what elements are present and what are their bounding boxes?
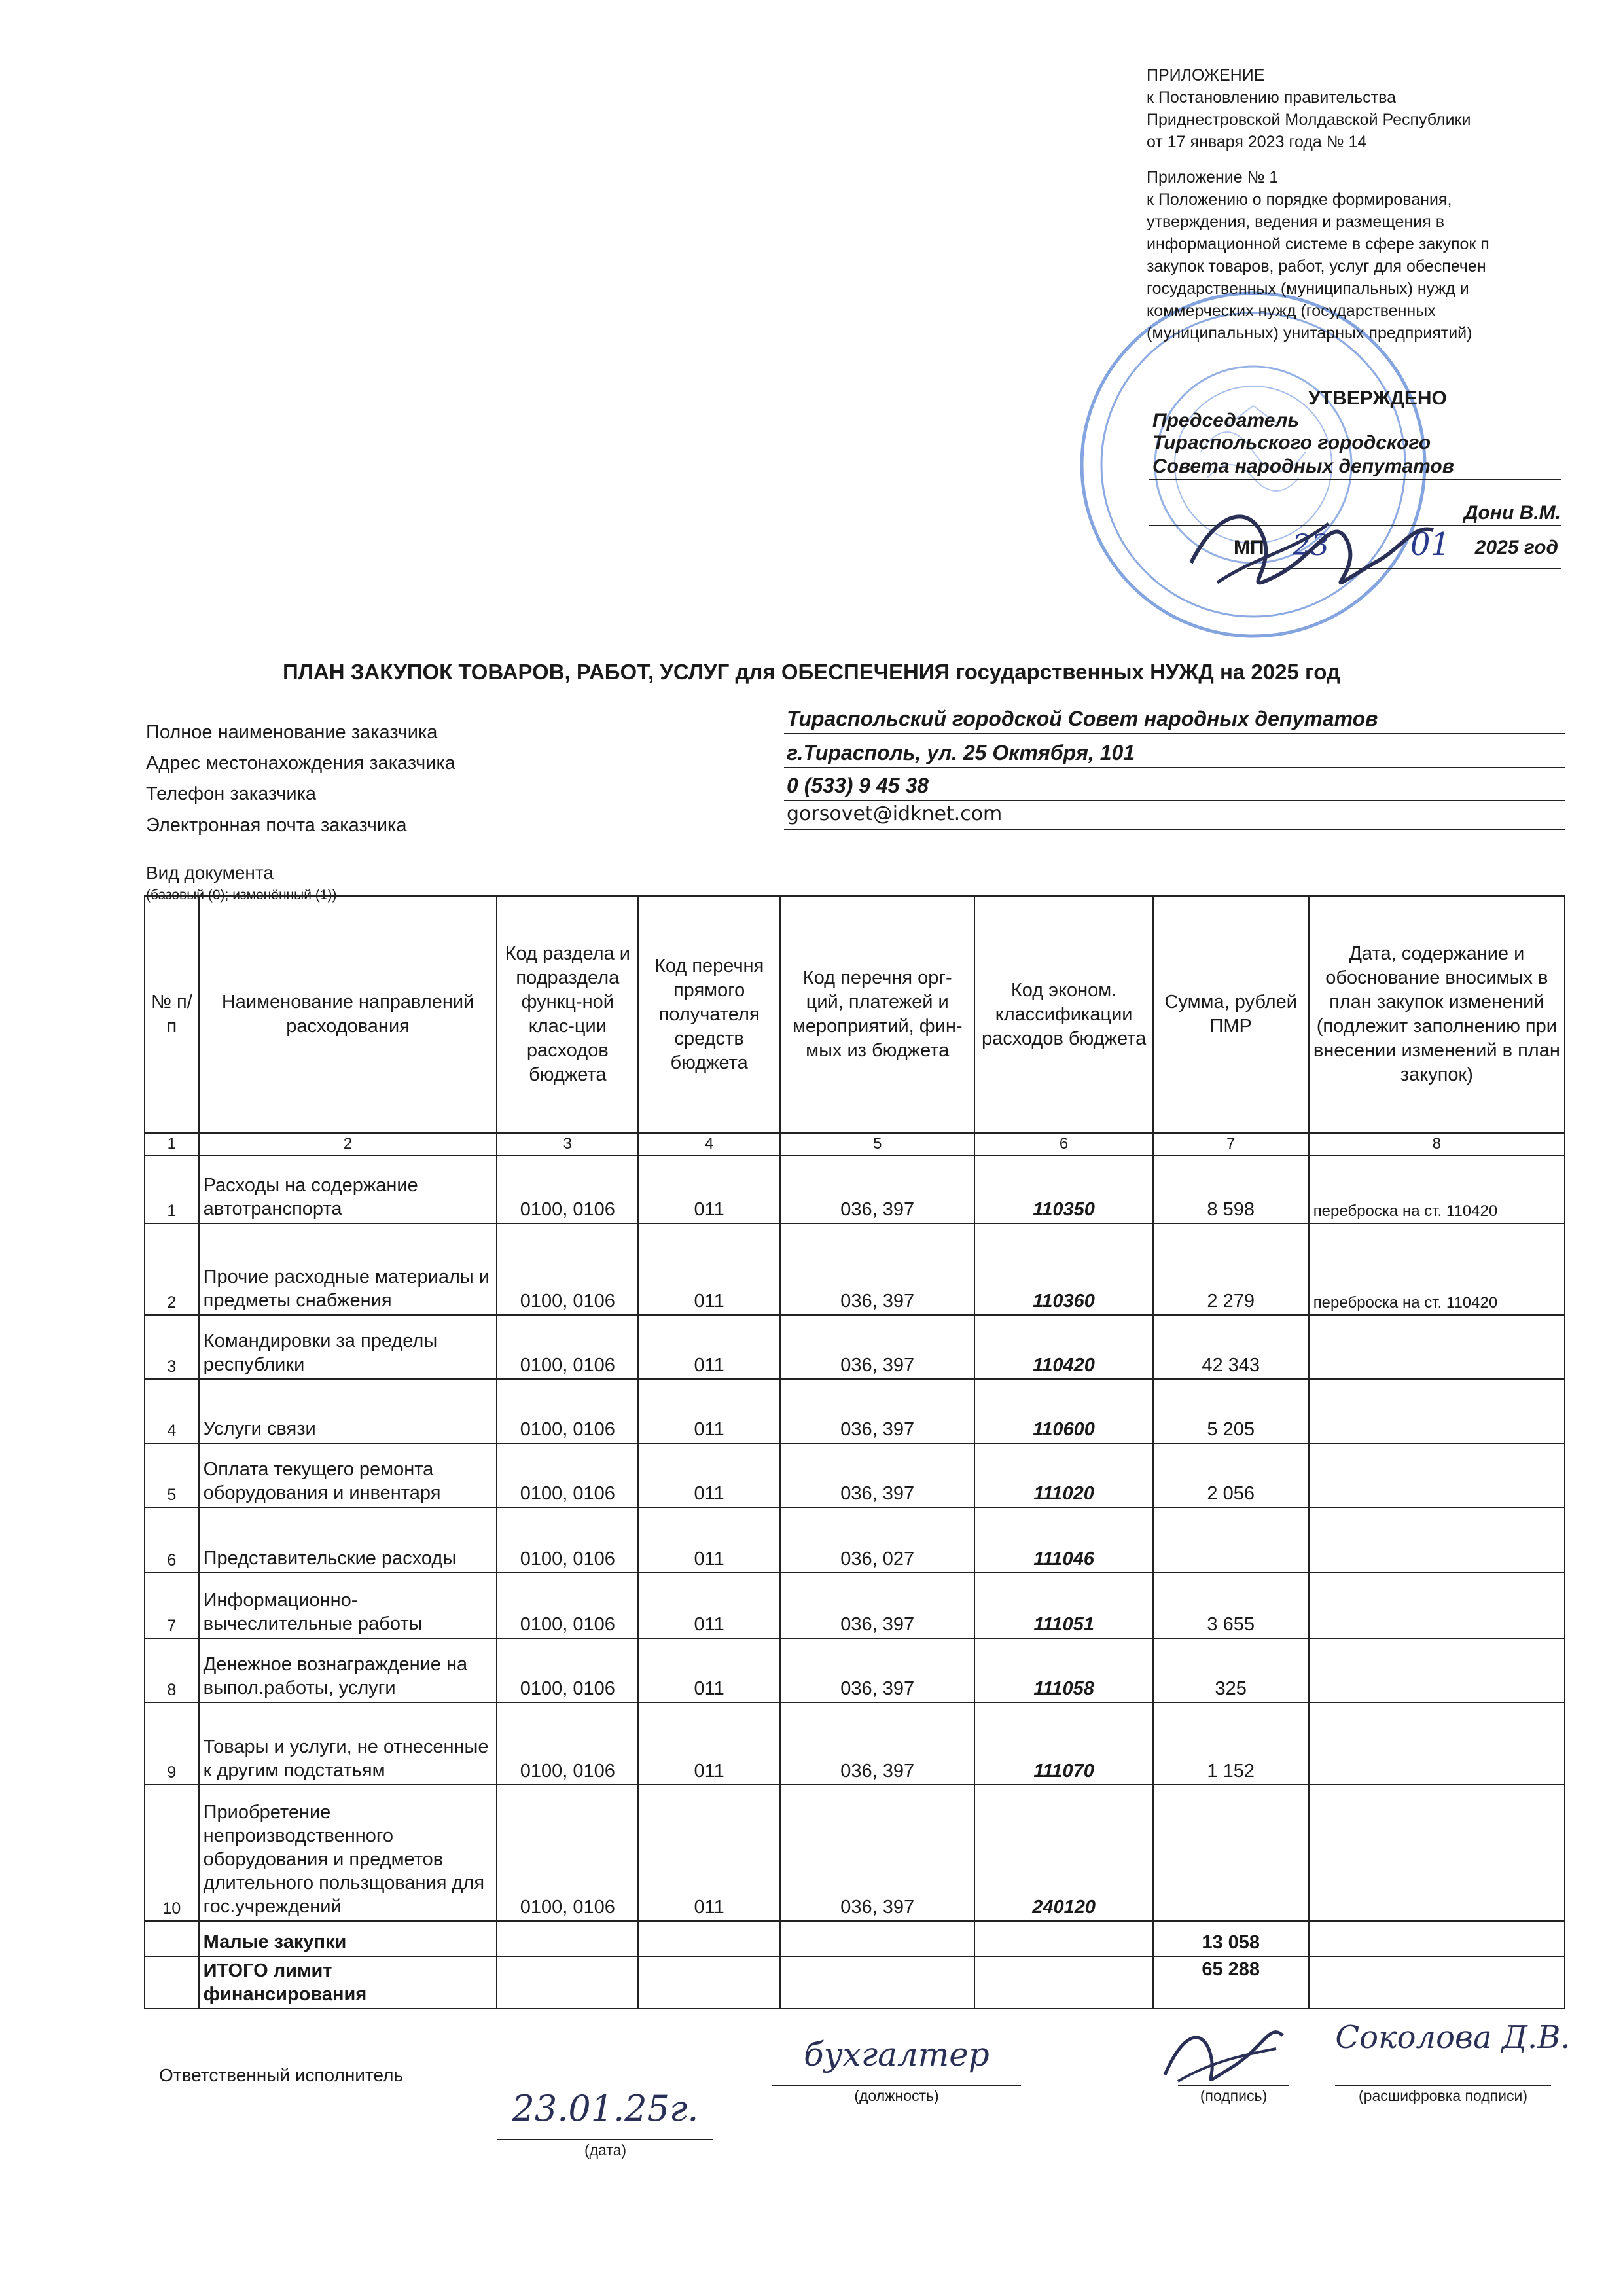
row-note: переброска на ст. 110420 (1309, 1155, 1565, 1223)
responsible-label: Ответственный исполнитель (159, 2065, 404, 2085)
row-econ-code: 110420 (974, 1315, 1152, 1379)
small-purchases-row (145, 1921, 1565, 1956)
row-number: 10 (145, 1785, 199, 1921)
row-org-code: 036, 397 (780, 1638, 974, 1702)
customer-phone-label: Телефон заказчика (146, 783, 317, 804)
appendix-block (1147, 64, 1565, 344)
row-econ-code: 110360 (974, 1223, 1152, 1315)
row-note (1309, 1573, 1565, 1638)
customer-email-label: Электронная почта заказчика (146, 815, 407, 836)
row-org-code: 036, 397 (780, 1443, 974, 1507)
row-recipient-code: 011 (638, 1507, 780, 1573)
row-sum (1153, 1785, 1309, 1921)
table-row (145, 1507, 1565, 1573)
appendix-sub-line: Приложение № 1 (1147, 168, 1279, 187)
appendix-line: к Постановлению правительства (1147, 88, 1397, 107)
approval-position: Совета народных депутатов (1149, 454, 1561, 480)
row-sum: 1 152 (1153, 1702, 1309, 1785)
appendix-line: от 17 января 2023 года № 14 (1147, 133, 1367, 151)
table-row (145, 1702, 1565, 1785)
row-recipient-code: 011 (638, 1223, 780, 1315)
table-row (145, 1573, 1565, 1638)
approval-year: 2025 год (1474, 537, 1558, 558)
row-number: 1 (145, 1155, 199, 1223)
date-caption: (дата) (497, 2139, 713, 2159)
doc-type-hint: (базовый (0); изменённый (1)) (146, 888, 337, 903)
row-econ-code: 111058 (974, 1638, 1152, 1702)
customer-name-label: Полное наименование заказчика (146, 722, 438, 743)
row-recipient-code: 011 (638, 1443, 780, 1507)
table-row (145, 1443, 1565, 1507)
table-header-row (145, 896, 1565, 1133)
column-number: 4 (638, 1133, 780, 1155)
position-caption: (должность) (772, 2085, 1021, 2105)
header-cell: Дата, содержание и обоснование вносимых в план закупок изменений (подлежит заполнению при внесении изменений в план закупок) (1309, 896, 1565, 1133)
row-func-code: 0100, 0106 (497, 1379, 638, 1443)
approval-heading: УТВЕРЖДЕНО (1308, 387, 1447, 409)
row-func-code: 0100, 0106 (497, 1315, 638, 1379)
row-name: Оплата текущего ремонта оборудования и инвентаря (199, 1443, 497, 1507)
procurement-plan-table (144, 895, 1565, 2009)
row-econ-code: 111046 (974, 1507, 1152, 1573)
small-purchases-sum: 13 058 (1153, 1921, 1309, 1956)
customer-name-value: Тираспольский городской Совет народных депутатов (784, 706, 1565, 734)
appendix-sub-line: закупок товаров, работ, услуг для обеспечен (1147, 257, 1486, 276)
row-number: 8 (145, 1638, 199, 1702)
decoding-caption: (расшифровка подписи) (1335, 2085, 1551, 2105)
small-purchases-label: Малые закупки (199, 1921, 497, 1956)
header-cell: Код перечня прямого получателя средств бюджета (638, 896, 780, 1133)
row-number: 2 (145, 1223, 199, 1315)
doc-type-label: Вид документа (146, 863, 274, 883)
row-econ-code: 110600 (974, 1379, 1152, 1443)
row-func-code: 0100, 0106 (497, 1702, 638, 1785)
row-recipient-code: 011 (638, 1379, 780, 1443)
table-row (145, 1379, 1565, 1443)
column-number: 3 (497, 1133, 638, 1155)
row-func-code: 0100, 0106 (497, 1443, 638, 1507)
row-org-code: 036, 397 (780, 1315, 974, 1379)
row-org-code: 036, 397 (780, 1379, 974, 1443)
header-cell: Наименование направлений расходования (199, 896, 497, 1133)
signature-caption: (подпись) (1178, 2085, 1289, 2105)
column-number: 5 (780, 1133, 974, 1155)
header-cell: Код раздела и подраздела функц-ной клас-ции расходов бюджета (497, 896, 638, 1133)
row-number: 9 (145, 1702, 199, 1785)
column-number: 2 (199, 1133, 497, 1155)
table-row (145, 1638, 1565, 1702)
row-recipient-code: 011 (638, 1573, 780, 1638)
date-handwritten: 23.01.25г. (512, 2088, 699, 2129)
row-func-code: 0100, 0106 (497, 1785, 638, 1921)
position-handwritten: бухгалтер (804, 2036, 990, 2073)
executor-signature (1158, 2016, 1289, 2094)
row-number: 5 (145, 1443, 199, 1507)
row-name: Информационно-вычеслительные работы (199, 1573, 497, 1638)
row-note: переброска на ст. 110420 (1309, 1223, 1565, 1315)
approval-day-handwritten: 23 (1293, 529, 1329, 562)
row-sum: 5 205 (1153, 1379, 1309, 1443)
row-note (1309, 1315, 1565, 1379)
row-sum: 8 598 (1153, 1155, 1309, 1223)
header-cell: Сумма, рублей ПМР (1153, 896, 1309, 1133)
row-recipient-code: 011 (638, 1785, 780, 1921)
table-row (145, 1315, 1565, 1379)
row-func-code: 0100, 0106 (497, 1507, 638, 1573)
row-org-code: 036, 397 (780, 1573, 974, 1638)
approval-name: Дони В.М. (1149, 480, 1561, 526)
row-econ-code: 240120 (974, 1785, 1152, 1921)
row-sum: 42 343 (1153, 1315, 1309, 1379)
row-note (1309, 1785, 1565, 1921)
row-name: Денежное вознаграждение на выпол.работы, услуги (199, 1638, 497, 1702)
row-func-code: 0100, 0106 (497, 1638, 638, 1702)
column-number-row (145, 1133, 1565, 1155)
row-org-code: 036, 397 (780, 1223, 974, 1315)
total-sum: 65 288 (1153, 1956, 1309, 2009)
customer-email-value: gorsovet@idknet.com (784, 801, 1565, 830)
row-note (1309, 1379, 1565, 1443)
row-note (1309, 1443, 1565, 1507)
row-sum: 325 (1153, 1638, 1309, 1702)
row-org-code: 036, 397 (780, 1785, 974, 1921)
appendix-sub-line: (муниципальных) унитарных предприятий) (1147, 324, 1472, 342)
name-handwritten: Соколова Д.В. (1335, 2019, 1571, 2056)
row-recipient-code: 011 (638, 1155, 780, 1223)
total-row (145, 1956, 1565, 2009)
row-org-code: 036, 397 (780, 1702, 974, 1785)
row-sum (1153, 1507, 1309, 1573)
row-recipient-code: 011 (638, 1702, 780, 1785)
row-name: Представительские расходы (199, 1507, 497, 1573)
row-recipient-code: 011 (638, 1315, 780, 1379)
row-note (1309, 1702, 1565, 1785)
row-number: 7 (145, 1573, 199, 1638)
row-org-code: 036, 027 (780, 1507, 974, 1573)
appendix-sub-line: к Положению о порядке формирования, (1147, 190, 1452, 209)
row-name: Товары и услуги, не отнесенные к другим подстатьям (199, 1702, 497, 1785)
approval-position: Председатель (1152, 410, 1300, 431)
approver-signature (1178, 484, 1440, 609)
appendix-sub-line: коммерческих нужд (государственных (1147, 302, 1436, 320)
appendix-line: ПРИЛОЖЕНИЕ (1147, 66, 1265, 84)
row-func-code: 0100, 0106 (497, 1573, 638, 1638)
row-number: 6 (145, 1507, 199, 1573)
row-note (1309, 1638, 1565, 1702)
table-row (145, 1223, 1565, 1315)
column-number: 1 (145, 1133, 199, 1155)
row-number: 3 (145, 1315, 199, 1379)
appendix-sub-line: информационной системе в сфере закупок п (1147, 235, 1489, 253)
header-cell: № п/п (145, 896, 199, 1133)
appendix-sub-line: утверждения, ведения и размещения в (1147, 213, 1444, 231)
customer-address-value: г.Тирасполь, ул. 25 Октября, 101 (784, 740, 1565, 768)
column-number: 8 (1309, 1133, 1565, 1155)
row-func-code: 0100, 0106 (497, 1223, 638, 1315)
row-name: Командировки за пределы республики (199, 1315, 497, 1379)
row-name: Услуги связи (199, 1379, 497, 1443)
header-cell: Код перечня орг-ций, платежей и мероприятий, фин-мых из бюджета (780, 896, 974, 1133)
mp-label: МП (1234, 537, 1264, 558)
row-note (1309, 1507, 1565, 1573)
row-name: Расходы на содержание автотранспорта (199, 1155, 497, 1223)
approval-position: Тираспольского городского (1152, 432, 1431, 454)
appendix-sub-line: государственных (муниципальных) нужд и (1147, 279, 1469, 298)
row-sum: 3 655 (1153, 1573, 1309, 1638)
row-econ-code: 111020 (974, 1443, 1152, 1507)
row-number: 4 (145, 1379, 199, 1443)
table-row (145, 1785, 1565, 1921)
row-func-code: 0100, 0106 (497, 1155, 638, 1223)
column-number: 6 (974, 1133, 1152, 1155)
row-name: Прочие расходные материалы и предметы снабжения (199, 1223, 497, 1315)
row-sum: 2 279 (1153, 1223, 1309, 1315)
table-row (145, 1155, 1565, 1223)
header-cell: Код эконом. классификации расходов бюджета (974, 896, 1152, 1133)
row-name: Приобретение непроизводственного оборудования и предметов длительного пользщования для гос.учреждений (199, 1785, 497, 1921)
row-econ-code: 111051 (974, 1573, 1152, 1638)
document-title: ПЛАН ЗАКУПОК ТОВАРОВ, РАБОТ, УСЛУГ для ОБЕСПЕЧЕНИЯ государственных НУЖД на 2025 год (283, 660, 1340, 684)
column-number: 7 (1153, 1133, 1309, 1155)
row-sum: 2 056 (1153, 1443, 1309, 1507)
customer-address-label: Адрес местонахождения заказчика (146, 753, 455, 774)
row-econ-code: 110350 (974, 1155, 1152, 1223)
row-econ-code: 111070 (974, 1702, 1152, 1785)
appendix-line: Приднестровской Молдавской Республики (1147, 111, 1471, 129)
total-label: ИТОГО лимит финансирования (199, 1956, 497, 2009)
row-org-code: 036, 397 (780, 1155, 974, 1223)
row-recipient-code: 011 (638, 1638, 780, 1702)
approval-month-handwritten: 01 (1410, 526, 1451, 563)
customer-phone-value: 0 (533) 9 45 38 (784, 772, 1565, 801)
